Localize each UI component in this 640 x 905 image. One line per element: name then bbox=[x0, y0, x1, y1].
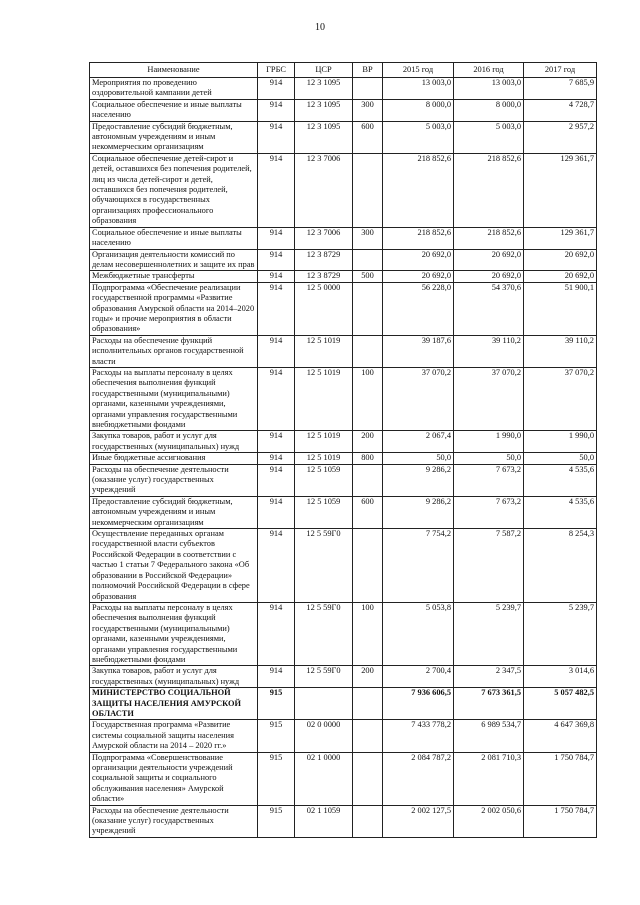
row-value-2017: 1 990,0 bbox=[524, 431, 597, 453]
row-csr: 12 5 1019 bbox=[295, 453, 353, 464]
row-value-2015: 20 692,0 bbox=[383, 271, 454, 282]
row-csr: 12 5 59Г0 bbox=[295, 666, 353, 688]
table-row bbox=[90, 99, 597, 121]
row-vr: 600 bbox=[353, 496, 383, 528]
row-grbs: 914 bbox=[258, 335, 295, 367]
table-row bbox=[90, 271, 597, 282]
row-vr: 500 bbox=[353, 271, 383, 282]
row-value-2015: 20 692,0 bbox=[383, 249, 454, 271]
header-2017: 2017 год bbox=[524, 63, 597, 78]
row-vr: 300 bbox=[353, 227, 383, 249]
row-name: Расходы на обеспечение деятельности (оказание услуг) государственных учреждений bbox=[90, 464, 258, 496]
row-grbs: 914 bbox=[258, 367, 295, 430]
row-csr: 12 5 59Г0 bbox=[295, 529, 353, 603]
table-row bbox=[90, 529, 597, 603]
row-value-2017: 4 535,6 bbox=[524, 496, 597, 528]
row-csr: 12 3 1095 bbox=[295, 78, 353, 100]
row-value-2017: 3 014,6 bbox=[524, 666, 597, 688]
table-row bbox=[90, 720, 597, 752]
row-csr: 12 3 1095 bbox=[295, 121, 353, 153]
row-name: Социальное обеспечение и иные выплаты населению bbox=[90, 99, 258, 121]
row-value-2017: 1 750 784,7 bbox=[524, 805, 597, 837]
row-name: Государственная программа «Развитие системы социальной защиты населения Амурской области на 2014 – 2020 гг.» bbox=[90, 720, 258, 752]
row-value-2015: 2 067,4 bbox=[383, 431, 454, 453]
row-name: Подпрограмма «Совершенствование организации деятельности учреждений социальной защиты и социального обслуживания населения» Амурской области» bbox=[90, 752, 258, 805]
row-vr bbox=[353, 282, 383, 335]
row-value-2017: 37 070,2 bbox=[524, 367, 597, 430]
row-name: Подпрограмма «Обеспечение реализации государственной программы «Развитие образования Амурской области на 2014–2020 годы» и прочие мероприятия в области образования» bbox=[90, 282, 258, 335]
row-vr bbox=[353, 249, 383, 271]
row-csr: 12 3 8729 bbox=[295, 271, 353, 282]
row-value-2015: 8 000,0 bbox=[383, 99, 454, 121]
row-value-2017: 39 110,2 bbox=[524, 335, 597, 367]
row-value-2016: 1 990,0 bbox=[454, 431, 524, 453]
row-csr: 12 5 59Г0 bbox=[295, 602, 353, 665]
row-grbs: 914 bbox=[258, 529, 295, 603]
row-value-2017: 51 900,1 bbox=[524, 282, 597, 335]
row-grbs: 914 bbox=[258, 464, 295, 496]
row-value-2015: 2 700,4 bbox=[383, 666, 454, 688]
row-value-2016: 37 070,2 bbox=[454, 367, 524, 430]
row-value-2016: 218 852,6 bbox=[454, 153, 524, 227]
row-value-2017: 2 957,2 bbox=[524, 121, 597, 153]
row-value-2016: 5 239,7 bbox=[454, 602, 524, 665]
row-name: Расходы на выплаты персоналу в целях обеспечения выполнения функций государственными (муниципальными) органами, казенными учреждениями, органами управления государственными внебюджетными фондами bbox=[90, 367, 258, 430]
table-row bbox=[90, 227, 597, 249]
row-value-2017: 5 057 482,5 bbox=[524, 688, 597, 720]
row-csr: 02 0 0000 bbox=[295, 720, 353, 752]
row-grbs: 914 bbox=[258, 496, 295, 528]
row-value-2015: 9 286,2 bbox=[383, 496, 454, 528]
table-row bbox=[90, 453, 597, 464]
row-csr: 12 5 1059 bbox=[295, 464, 353, 496]
table-row bbox=[90, 666, 597, 688]
row-value-2016: 8 000,0 bbox=[454, 99, 524, 121]
row-grbs: 915 bbox=[258, 688, 295, 720]
header-2016: 2016 год bbox=[454, 63, 524, 78]
row-grbs: 914 bbox=[258, 282, 295, 335]
row-value-2016: 50,0 bbox=[454, 453, 524, 464]
page-number: 10 bbox=[315, 22, 325, 33]
row-value-2016: 7 673,2 bbox=[454, 464, 524, 496]
table-row bbox=[90, 282, 597, 335]
row-value-2015: 5 053,8 bbox=[383, 602, 454, 665]
row-csr: 12 5 0000 bbox=[295, 282, 353, 335]
table-row bbox=[90, 153, 597, 227]
row-value-2016: 20 692,0 bbox=[454, 271, 524, 282]
row-value-2016: 13 003,0 bbox=[454, 78, 524, 100]
row-csr bbox=[295, 688, 353, 720]
row-value-2015: 39 187,6 bbox=[383, 335, 454, 367]
header-csr: ЦСР bbox=[295, 63, 353, 78]
row-name: Социальное обеспечение и иные выплаты населению bbox=[90, 227, 258, 249]
row-grbs: 914 bbox=[258, 78, 295, 100]
table-row bbox=[90, 431, 597, 453]
row-value-2017: 129 361,7 bbox=[524, 227, 597, 249]
table-row bbox=[90, 464, 597, 496]
row-name: Организация деятельности комиссий по делам несовершеннолетних и защите их прав bbox=[90, 249, 258, 271]
row-vr: 100 bbox=[353, 602, 383, 665]
row-value-2016: 2 347,5 bbox=[454, 666, 524, 688]
row-grbs: 914 bbox=[258, 602, 295, 665]
row-vr: 100 bbox=[353, 367, 383, 430]
row-value-2017: 7 685,9 bbox=[524, 78, 597, 100]
row-value-2015: 2 084 787,2 bbox=[383, 752, 454, 805]
table-row bbox=[90, 367, 597, 430]
row-grbs: 915 bbox=[258, 805, 295, 837]
row-vr: 200 bbox=[353, 666, 383, 688]
table-row bbox=[90, 805, 597, 837]
row-value-2017: 50,0 bbox=[524, 453, 597, 464]
row-csr: 12 5 1059 bbox=[295, 496, 353, 528]
row-vr bbox=[353, 335, 383, 367]
row-name: Межбюджетные трансферты bbox=[90, 271, 258, 282]
row-csr: 12 5 1019 bbox=[295, 367, 353, 430]
row-csr: 02 1 0000 bbox=[295, 752, 353, 805]
row-name: Мероприятия по проведению оздоровительной кампании детей bbox=[90, 78, 258, 100]
row-csr: 12 5 1019 bbox=[295, 335, 353, 367]
row-name: Предоставление субсидий бюджетным, автономным учреждениям и иным некоммерческим организациям bbox=[90, 496, 258, 528]
row-vr bbox=[353, 153, 383, 227]
row-grbs: 914 bbox=[258, 99, 295, 121]
table-row bbox=[90, 602, 597, 665]
row-value-2017: 1 750 784,7 bbox=[524, 752, 597, 805]
row-value-2015: 13 003,0 bbox=[383, 78, 454, 100]
row-value-2017: 20 692,0 bbox=[524, 271, 597, 282]
row-grbs: 914 bbox=[258, 271, 295, 282]
row-name: Расходы на обеспечение деятельности (оказание услуг) государственных учреждений bbox=[90, 805, 258, 837]
row-name: Осуществление переданных органам государственной власти субъектов Российской Федерации в соответствии с частью 1 статьи 7 Федерального закона «Об образовании в Российской Федерации» полномочий Российской Федерации в сфере образования bbox=[90, 529, 258, 603]
row-grbs: 914 bbox=[258, 453, 295, 464]
row-value-2017: 4 535,6 bbox=[524, 464, 597, 496]
row-grbs: 914 bbox=[258, 121, 295, 153]
row-vr bbox=[353, 529, 383, 603]
row-vr: 200 bbox=[353, 431, 383, 453]
row-value-2017: 4 728,7 bbox=[524, 99, 597, 121]
row-value-2016: 7 673,2 bbox=[454, 496, 524, 528]
row-name: Закупка товаров, работ и услуг для государственных (муниципальных) нужд bbox=[90, 431, 258, 453]
row-vr bbox=[353, 752, 383, 805]
row-value-2015: 218 852,6 bbox=[383, 227, 454, 249]
row-name: Закупка товаров, работ и услуг для государственных (муниципальных) нужд bbox=[90, 666, 258, 688]
header-2015: 2015 год bbox=[383, 63, 454, 78]
row-csr: 12 3 1095 bbox=[295, 99, 353, 121]
row-vr: 600 bbox=[353, 121, 383, 153]
row-name: МИНИСТЕРСТВО СОЦИАЛЬНОЙ ЗАЩИТЫ НАСЕЛЕНИЯ АМУРСКОЙ ОБЛАСТИ bbox=[90, 688, 258, 720]
header-vr: ВР bbox=[353, 63, 383, 78]
row-value-2017: 5 239,7 bbox=[524, 602, 597, 665]
row-csr: 02 1 1059 bbox=[295, 805, 353, 837]
row-csr: 12 3 8729 bbox=[295, 249, 353, 271]
table-row bbox=[90, 752, 597, 805]
budget-table bbox=[89, 62, 597, 838]
row-value-2015: 56 228,0 bbox=[383, 282, 454, 335]
row-vr bbox=[353, 464, 383, 496]
row-value-2015: 7 433 778,2 bbox=[383, 720, 454, 752]
row-grbs: 915 bbox=[258, 752, 295, 805]
row-value-2017: 8 254,3 bbox=[524, 529, 597, 603]
row-name: Предоставление субсидий бюджетным, автономным учреждениям и иным некоммерческим организациям bbox=[90, 121, 258, 153]
row-value-2016: 6 989 534,7 bbox=[454, 720, 524, 752]
row-grbs: 914 bbox=[258, 666, 295, 688]
row-value-2016: 2 002 050,6 bbox=[454, 805, 524, 837]
row-vr bbox=[353, 688, 383, 720]
row-value-2015: 37 070,2 bbox=[383, 367, 454, 430]
table-row bbox=[90, 78, 597, 100]
row-name: Расходы на выплаты персоналу в целях обеспечения выполнения функций государственными (муниципальными) органами, казенными учреждениями, органами управления государственными внебюджетными фондами bbox=[90, 602, 258, 665]
header-name: Наименование bbox=[90, 63, 258, 78]
row-value-2015: 9 286,2 bbox=[383, 464, 454, 496]
row-value-2015: 5 003,0 bbox=[383, 121, 454, 153]
row-value-2015: 218 852,6 bbox=[383, 153, 454, 227]
row-vr: 800 bbox=[353, 453, 383, 464]
row-csr: 12 5 1019 bbox=[295, 431, 353, 453]
row-vr bbox=[353, 805, 383, 837]
row-grbs: 915 bbox=[258, 720, 295, 752]
row-value-2016: 218 852,6 bbox=[454, 227, 524, 249]
row-vr bbox=[353, 78, 383, 100]
row-grbs: 914 bbox=[258, 431, 295, 453]
row-value-2016: 7 587,2 bbox=[454, 529, 524, 603]
row-value-2015: 50,0 bbox=[383, 453, 454, 464]
row-value-2016: 20 692,0 bbox=[454, 249, 524, 271]
row-value-2016: 2 081 710,3 bbox=[454, 752, 524, 805]
row-value-2016: 39 110,2 bbox=[454, 335, 524, 367]
table-row bbox=[90, 121, 597, 153]
header-grbs: ГРБС bbox=[258, 63, 295, 78]
row-value-2016: 7 673 361,5 bbox=[454, 688, 524, 720]
row-value-2017: 4 647 369,8 bbox=[524, 720, 597, 752]
row-csr: 12 3 7006 bbox=[295, 153, 353, 227]
row-name: Иные бюджетные ассигнования bbox=[90, 453, 258, 464]
table-row bbox=[90, 249, 597, 271]
row-grbs: 914 bbox=[258, 249, 295, 271]
row-value-2015: 7 754,2 bbox=[383, 529, 454, 603]
row-vr bbox=[353, 720, 383, 752]
row-csr: 12 3 7006 bbox=[295, 227, 353, 249]
row-name: Расходы на обеспечение функций исполнительных органов государственной власти bbox=[90, 335, 258, 367]
row-grbs: 914 bbox=[258, 227, 295, 249]
row-value-2016: 5 003,0 bbox=[454, 121, 524, 153]
row-value-2015: 7 936 606,5 bbox=[383, 688, 454, 720]
row-value-2017: 129 361,7 bbox=[524, 153, 597, 227]
table-row bbox=[90, 688, 597, 720]
row-grbs: 914 bbox=[258, 153, 295, 227]
row-value-2015: 2 002 127,5 bbox=[383, 805, 454, 837]
table-row bbox=[90, 335, 597, 367]
row-vr: 300 bbox=[353, 99, 383, 121]
table-row bbox=[90, 496, 597, 528]
row-value-2016: 54 370,6 bbox=[454, 282, 524, 335]
row-name: Социальное обеспечение детей-сирот и детей, оставшихся без попечения родителей, лиц из числа детей-сирот и детей, оставшихся без попечения родителей, обучающихся в государственных организациях профессионального образования bbox=[90, 153, 258, 227]
row-value-2017: 20 692,0 bbox=[524, 249, 597, 271]
table-header-row bbox=[90, 63, 597, 78]
